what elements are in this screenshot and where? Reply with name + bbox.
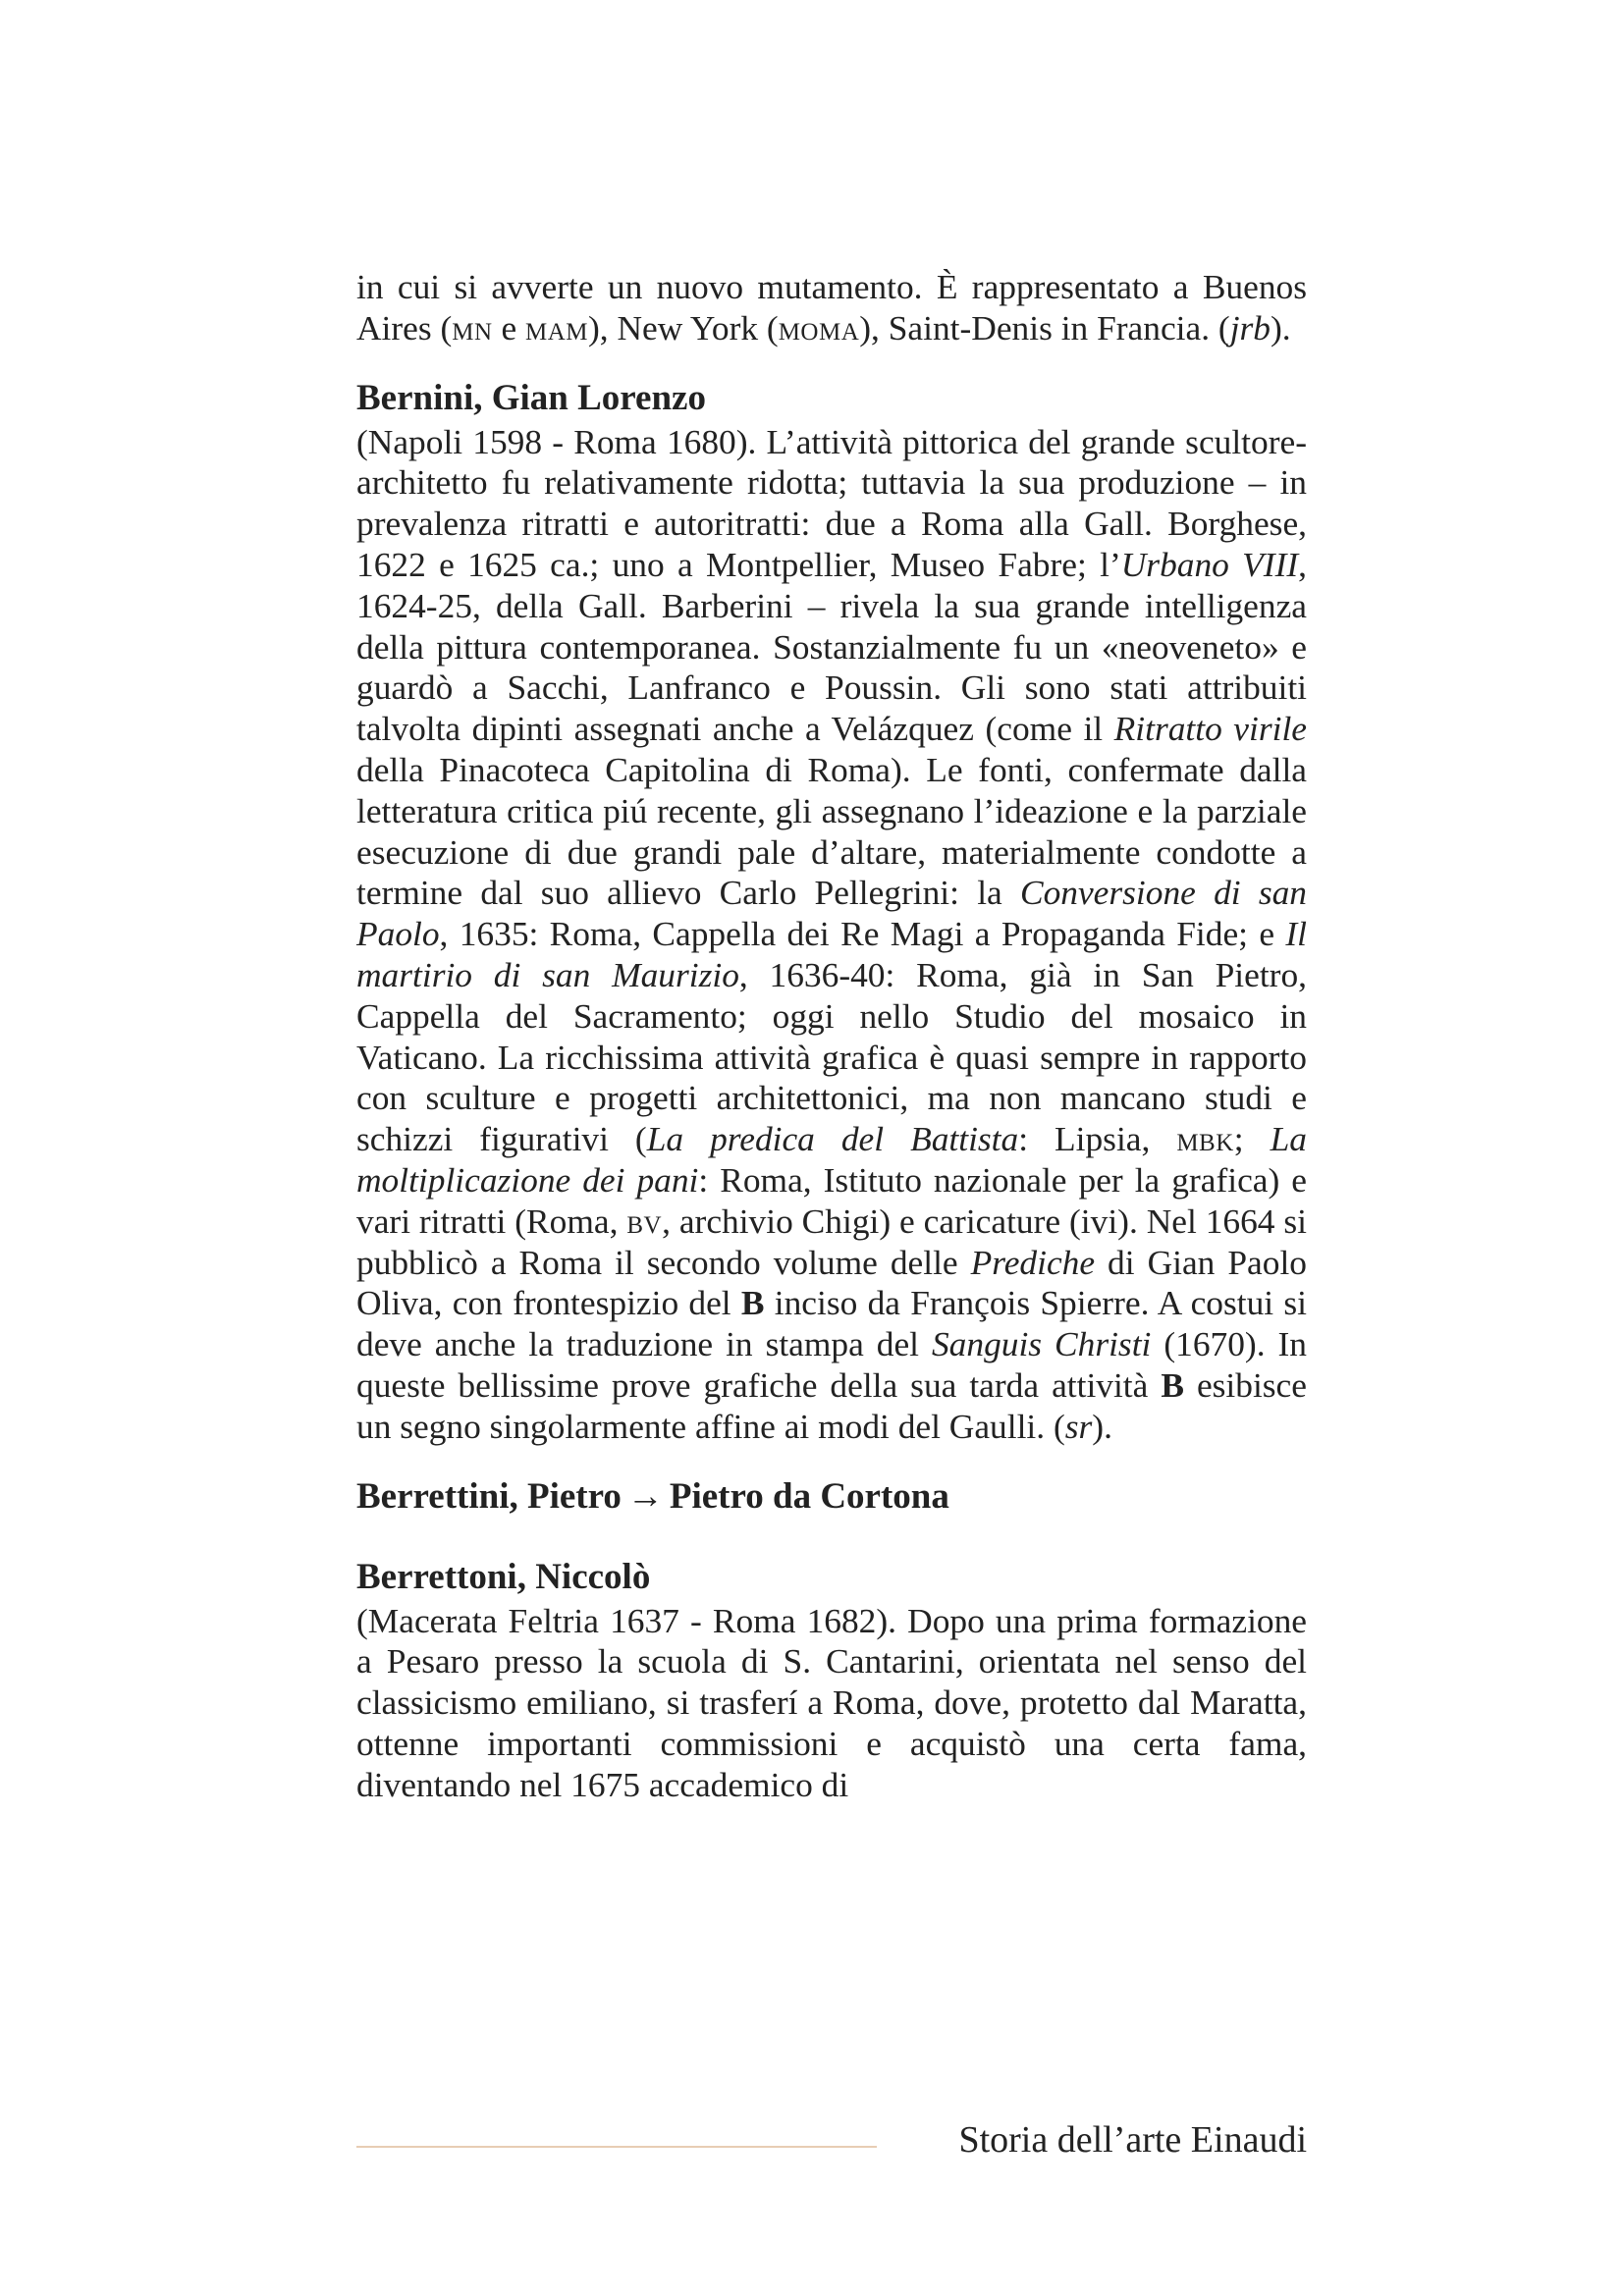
entry-text-berrettoni: (Macerata Feltria 1637 - Roma 1682). Dopo una prima formazione a Pesaro presso la scuola di S. Cantarini, orientata nel senso del classicismo emiliano, si trasferí a Roma, dove, protetto dal Maratta, ottenne importanti commissioni e acquistò una certa fama, diventando nel 1675 accademico di	[356, 1600, 1307, 1804]
artwork-title: La moltiplicazione dei pani	[356, 1119, 1308, 1200]
footer-title: Storia dell’arte Einaudi	[958, 2119, 1307, 2161]
artwork-title: Urbano VIII	[1120, 544, 1299, 584]
collection-abbrev: mam	[525, 307, 589, 347]
artwork-title: Sanguis Christi	[931, 1324, 1152, 1364]
artwork-title: Ritratto virile	[1113, 709, 1307, 749]
collection-abbrev: mbk	[1176, 1119, 1234, 1159]
artist-abbrev: B	[740, 1283, 765, 1323]
entry-text-bernini: (Napoli 1598 - Roma 1680). L’attività pittorica del grande scultore-architetto fu relativamente ridotta; tuttavia la sua produzione – in prevalenza ritratti e autoritratti: due a Roma alla Gall. Borghese, 1622 e 1625 ca.; uno a Montpellier, Museo Fabre; l’Urbano VIII, 1624-25, della Gall. Barberini – rivela la sua grande intelligenza della pittura contemporanea. Sostanzialmente fu un «neoveneto» e guardò a Sacchi, Lanfranco e Poussin. Gli sono stati attribuiti talvolta dipinti assegnati anche a Velázquez (come il Ritratto virile della Pinacoteca Capitolina di Roma). Le fonti, confermate dalla letteratura critica piú recente, gli assegnano l’ideazione e la parziale esecuzione di due grandi pale d’altare, materialmente condotte a termine dal suo allievo Carlo Pellegrini: la Conversione di san Paolo, 1635: Roma, Cappella dei Re Magi a Propaganda Fide; e Il martirio di san Maurizio, 1636-40: Roma, già in San Pietro, Cappella del Sacramento; oggi nello Studio del mosaico in Vaticano. La ricchissima attività grafica è quasi sempre in rapporto con sculture e progetti architettonici, ma non mancano studi e schizzi figurativi (La predica del Battista: Lipsia, mbk; La moltiplicazione dei pani: Roma, Istituto nazionale per la grafica) e vari ritratti (Roma, bv, archivio Chigi) e caricature (ivi). Nel 1664 si pubblicò a Roma il secondo volume delle Prediche di Gian Paolo Oliva, con frontespizio del B inciso da François Spierre. A costui si deve anche la traduzione in stampa del Sanguis Christi (1670). In queste bellissime prove grafiche della sua tarda attività B esibisce un segno singolarmente affine ai modi del Gaulli. (sr).	[356, 421, 1308, 1446]
page-body	[356, 267, 1307, 1806]
cross-reference-arrow-icon: →	[626, 1475, 664, 1517]
previous-entry-tail: in cui si avverte un nuovo mutamento. È rappresentato a Buenos Aires (mn e mam), New York (moma), Saint-Denis in Francia. (jrb).	[356, 267, 1307, 347]
collection-abbrev: bv	[626, 1201, 663, 1241]
artwork-title: Il martirio di san Maurizio	[356, 914, 1307, 994]
entry-heading-berrettini: Berrettini, Pietro → Pietro da Cortona	[356, 1475, 949, 1517]
footer-rule	[356, 2146, 877, 2148]
artwork-title: Conversione di san Paolo	[356, 873, 1307, 954]
collection-abbrev: mn	[452, 307, 493, 347]
entry-heading-bernini: Bernini, Gian Lorenzo	[356, 377, 706, 418]
collection-abbrev: moma	[778, 307, 860, 347]
artwork-title: Prediche	[970, 1242, 1096, 1282]
artist-abbrev: B	[1161, 1364, 1184, 1405]
author-initials: jrb	[1229, 307, 1271, 347]
entry-heading-berrettoni: Berrettoni, Niccolò	[356, 1556, 651, 1597]
artwork-title: La predica del Battista	[646, 1119, 1019, 1159]
author-initials: sr	[1064, 1406, 1093, 1446]
